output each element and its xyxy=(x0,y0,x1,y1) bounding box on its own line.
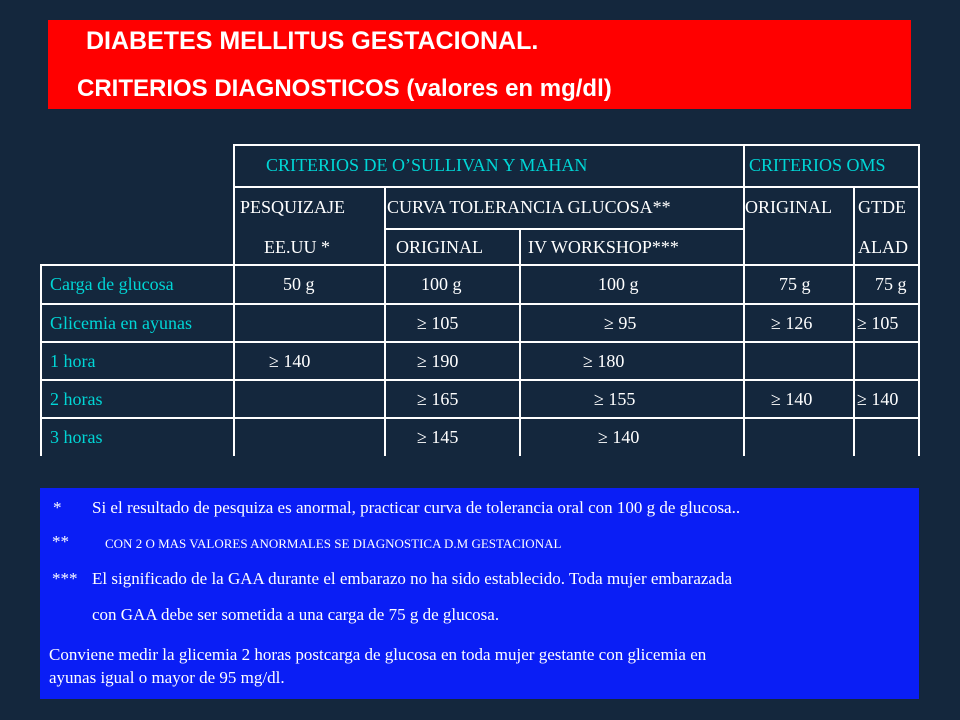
table-cell: ≥ 155 xyxy=(594,389,636,409)
row-label-3-horas: 3 horas xyxy=(50,427,103,447)
table-cell: ≥ 95 xyxy=(604,313,637,333)
footnote-1-mark: * xyxy=(53,498,62,517)
table-cell: 100 g xyxy=(421,274,462,294)
footnote-3-mark: *** xyxy=(52,569,78,588)
table-cell: ≥ 126 xyxy=(771,313,813,333)
header-oms: CRITERIOS OMS xyxy=(749,155,886,175)
table-hline xyxy=(40,341,920,343)
header-alad: ALAD xyxy=(858,237,908,257)
header-gtde: GTDE xyxy=(858,197,906,217)
footnote-2-mark: ** xyxy=(52,532,69,551)
title-line-1: DIABETES MELLITUS GESTACIONAL. xyxy=(86,27,539,55)
table-hline xyxy=(40,379,920,381)
header-osullivan: CRITERIOS DE O’SULLIVAN Y MAHAN xyxy=(266,155,588,175)
table-hline xyxy=(40,303,920,305)
table-vline xyxy=(233,144,235,456)
header-iv-workshop: IV WORKSHOP*** xyxy=(528,237,679,257)
note-line-2: ayunas igual o mayor de 95 mg/dl. xyxy=(49,668,285,687)
table-cell: 100 g xyxy=(598,274,639,294)
note-line-1: Conviene medir la glicemia 2 horas postcarga de glucosa en toda mujer gestante con glicemia en xyxy=(49,645,707,664)
header-pesquizaje: PESQUIZAJE xyxy=(240,197,346,217)
footnote-3-text-line-1: El significado de la GAA durante el embarazo no ha sido establecido. Toda mujer embarazada xyxy=(92,569,733,588)
table-cell: ≥ 165 xyxy=(417,389,459,409)
table-cell: 75 g xyxy=(779,274,811,294)
table-hline xyxy=(233,186,920,188)
table-vline xyxy=(853,186,855,456)
footnotes-box xyxy=(40,488,919,699)
table-vline xyxy=(743,144,745,456)
table-cell: ≥ 140 xyxy=(857,389,899,409)
header-curva-tolerancia: CURVA TOLERANCIA GLUCOSA** xyxy=(387,197,671,217)
table-vline xyxy=(918,144,920,456)
table-cell: ≥ 105 xyxy=(857,313,899,333)
row-label-2-horas: 2 horas xyxy=(50,389,103,409)
table-cell: ≥ 145 xyxy=(417,427,459,447)
table-cell: ≥ 140 xyxy=(771,389,813,409)
table-cell: ≥ 105 xyxy=(417,313,459,333)
header-original: ORIGINAL xyxy=(396,237,483,257)
footnote-3-text-line-2: con GAA debe ser sometida a una carga de 75 g de glucosa. xyxy=(92,605,500,624)
row-label-carga: Carga de glucosa xyxy=(50,274,174,294)
table-cell: ≥ 190 xyxy=(417,351,459,371)
table-vline xyxy=(40,264,42,456)
title-line-2-main: CRITERIOS DIAGNOSTICOS xyxy=(77,75,400,102)
header-original-oms: ORIGINAL xyxy=(745,197,832,217)
footnote-1-text: Si el resultado de pesquiza es anormal, practicar curva de tolerancia oral con 100 g de glucosa.. xyxy=(92,498,741,517)
table-cell: 75 g xyxy=(875,274,907,294)
table-hline xyxy=(40,264,920,266)
table-cell: ≥ 140 xyxy=(269,351,311,371)
table-vline xyxy=(384,186,386,456)
title-line-2-units: (valores en mg/dl) xyxy=(399,75,612,102)
row-label-1-hora: 1 hora xyxy=(50,351,96,371)
table-cell: ≥ 140 xyxy=(598,427,640,447)
table-cell: 50 g xyxy=(283,274,315,294)
table-hline xyxy=(40,417,920,419)
table-hline xyxy=(233,144,920,146)
footnote-2-text: CON 2 O MAS VALORES ANORMALES SE DIAGNOSTICA D.M GESTACIONAL xyxy=(105,536,562,551)
row-label-ayunas: Glicemia en ayunas xyxy=(50,313,192,333)
header-eeuu: EE.UU * xyxy=(264,237,330,257)
table-hline xyxy=(384,228,743,230)
table-cell: ≥ 180 xyxy=(583,351,625,371)
